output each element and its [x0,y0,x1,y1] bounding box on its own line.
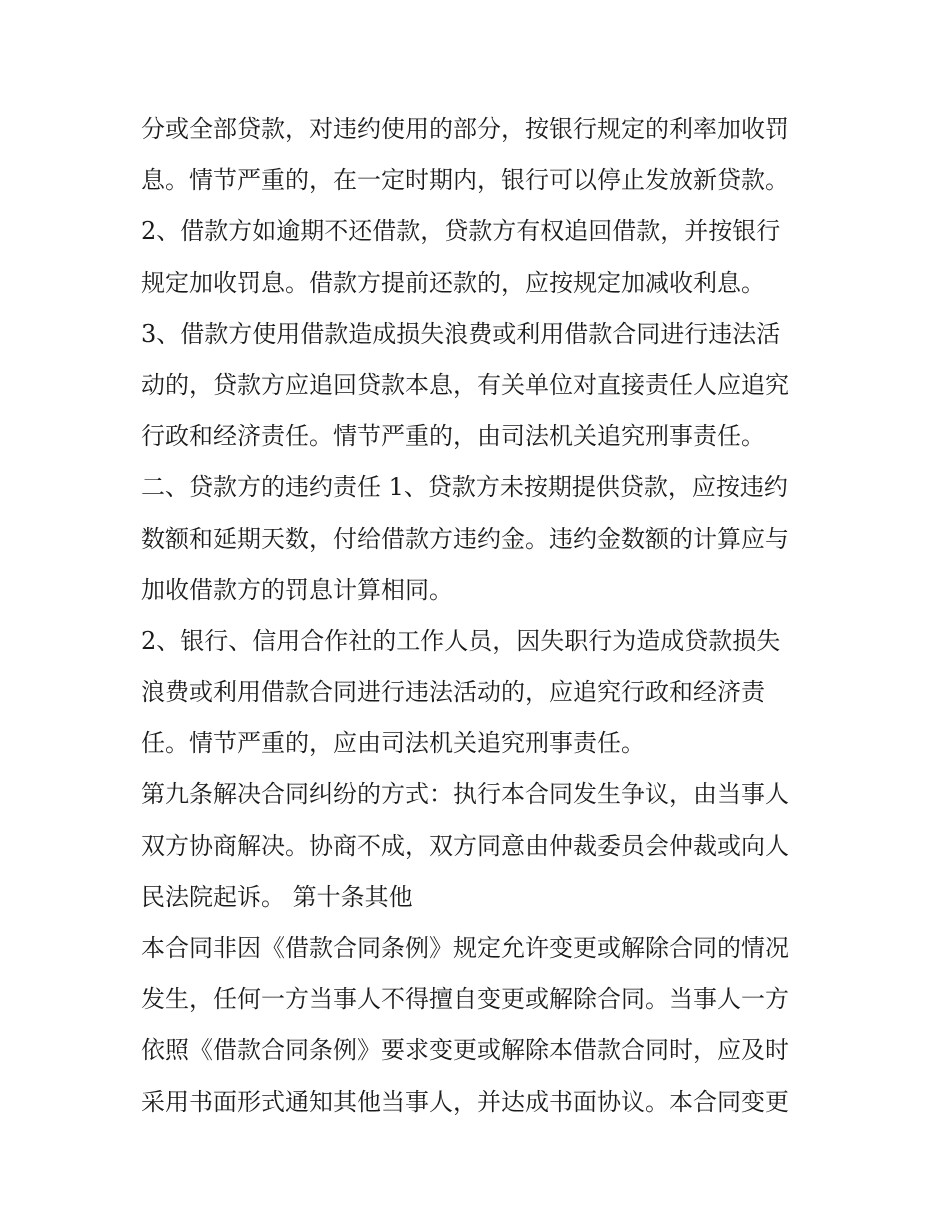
text-line: 行政和经济责任。情节严重的，由司法机关追究刑事责任。 [141,422,765,451]
text-line: 2、银行、信用合作社的工作人员，因失职行为造成贷款损失 [141,626,781,655]
text-line: 数额和延期天数，付给借款方违约金。违约金数额的计算应与 [141,524,789,553]
text-line: 3、借款方使用借款造成损失浪费或利用借款合同进行违法活 [141,319,781,348]
text-line: 第九条解决合同纠纷的方式：执行本合同发生争议，由当事人 [141,780,789,809]
text-line: 双方协商解决。协商不成，双方同意由仲裁委员会仲裁或向人 [141,831,789,860]
text-line: 加收借款方的罚息计算相同。 [141,575,453,604]
text-line: 2、借款方如逾期不还借款，贷款方有权追回借款，并按银行 [141,217,781,246]
text-line: 发生，任何一方当事人不得擅自变更或解除合同。当事人一方 [141,985,789,1014]
text-line: 规定加收罚息。借款方提前还款的，应按规定加减收利息。 [141,268,765,297]
text-line: 任。情节严重的，应由司法机关追究刑事责任。 [141,729,645,758]
text-line: 二、贷款方的违约责任 1、贷款方未按期提供贷款，应按违约 [141,473,788,502]
document-body [141,104,821,1128]
text-line: 浪费或利用借款合同进行违法活动的，应追究行政和经济责 [141,678,765,707]
text-line: 民法院起诉。 第十条其他 [141,882,413,911]
text-line: 本合同非因《借款合同条例》规定允许变更或解除合同的情况 [141,934,789,962]
text-line: 依照《借款合同条例》要求变更或解除本借款合同时，应及时 [141,1036,789,1065]
text-line: 动的，贷款方应追回贷款本息，有关单位对直接责任人应追究 [141,370,789,399]
text-line: 采用书面形式通知其他当事人，并达成书面协议。本合同变更 [141,1087,789,1116]
text-line: 息。情节严重的，在一定时期内，银行可以停止发放新贷款。 [141,166,789,195]
text-line: 分或全部贷款，对违约使用的部分，按银行规定的利率加收罚 [141,115,789,143]
